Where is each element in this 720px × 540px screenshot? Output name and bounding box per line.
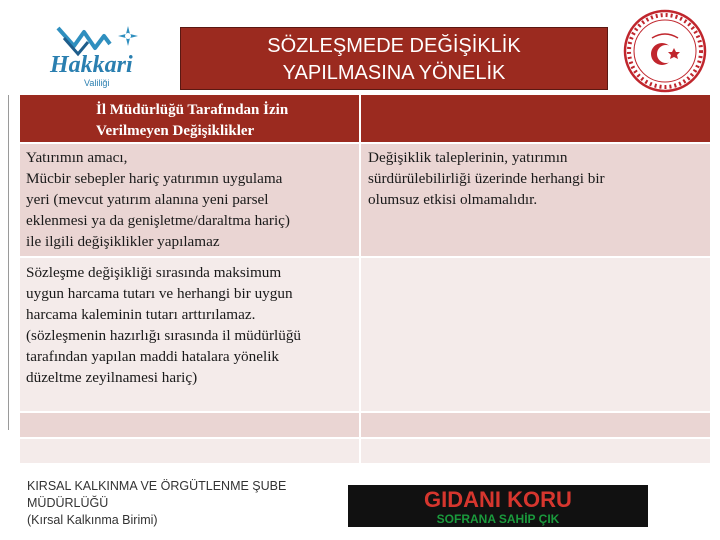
row-1-left-line: Yatırımın amacı, — [26, 149, 128, 166]
empty-cell — [20, 439, 359, 463]
campaign-slogan: SOFRANA SAHİP ÇIK — [436, 512, 560, 526]
row-2-left-line: (sözleşmenin hazırlığı sırasında il müdürlüğü — [26, 327, 302, 344]
header-left-cell — [20, 95, 359, 142]
row-1-left-line: Mücbir sebepler hariç yatırımın uygulama — [26, 170, 283, 187]
row-2-left-line: düzeltme zeyilnamesi hariç) — [26, 369, 198, 386]
header-right-cell — [361, 95, 710, 142]
row-1-left-line: ile ilgili değişiklikler yapılamaz — [26, 233, 220, 250]
row-2-left-line: uygun harcama tutarı ve herhangi bir uygun — [26, 285, 293, 302]
hakkari-governorship-logo — [40, 10, 160, 95]
ministry-seal-logo — [622, 8, 708, 94]
table-row-empty — [20, 413, 710, 437]
row-2-left-cell — [20, 258, 359, 411]
title-line-2: YAPILMASINA YÖNELİK — [282, 62, 506, 84]
title-line-1: SÖZLEŞMEDE DEĞİŞİKLİK — [267, 35, 521, 57]
table-row-empty — [20, 439, 710, 463]
empty-cell — [361, 439, 710, 463]
row-2-right-cell — [361, 258, 710, 411]
table-row — [20, 258, 710, 411]
row-1-right-line: sürdürülebilirliği üzerinde herhangi bir — [368, 170, 605, 187]
row-1-right-cell — [361, 144, 710, 256]
empty-cell — [20, 413, 359, 437]
table-header-row — [20, 95, 710, 142]
row-2-left-line: Sözleşme değişikliği sırasında maksimum — [26, 264, 282, 281]
row-1-right-line: Değişiklik taleplerinin, yatırımın — [368, 149, 568, 166]
footer-line-1: KIRSAL KALKINMA VE ÖRGÜTLENME ŞUBE — [27, 479, 287, 493]
empty-cell — [361, 413, 710, 437]
campaign-title: GIDANI KORU — [424, 487, 572, 512]
slide-title — [180, 27, 608, 90]
header-left-line-1: İl Müdürlüğü Tarafından İzin — [96, 102, 289, 118]
logo-wordmark: Hakkari — [50, 52, 133, 78]
row-2-left-line: harcama kaleminin tutarı arttırılamaz. — [26, 306, 256, 323]
left-divider — [8, 95, 9, 430]
row-1-left-line: yeri (mevcut yatırım alanına yeni parsel — [26, 191, 269, 208]
gidani-koru-campaign-banner — [348, 485, 648, 527]
row-1-left-cell — [20, 144, 359, 256]
row-2-left-line: tarafından yapılan maddi hatalara yönelik — [26, 348, 280, 365]
footer-line-3: (Kırsal Kalkınma Birimi) — [27, 513, 158, 527]
row-1-right-line: olumsuz etkisi olmamalıdır. — [368, 191, 538, 208]
logo-subtext: Valiliği — [84, 78, 110, 88]
row-1-left-line: eklenmesi ya da genişletme/daraltma hariç) — [26, 212, 290, 229]
header-left-line-2: Verilmeyen Değişiklikler — [96, 123, 255, 139]
footer-line-2: MÜDÜRLÜĞÜ — [27, 496, 109, 510]
table-row — [20, 144, 710, 256]
footer-department — [27, 478, 286, 529]
